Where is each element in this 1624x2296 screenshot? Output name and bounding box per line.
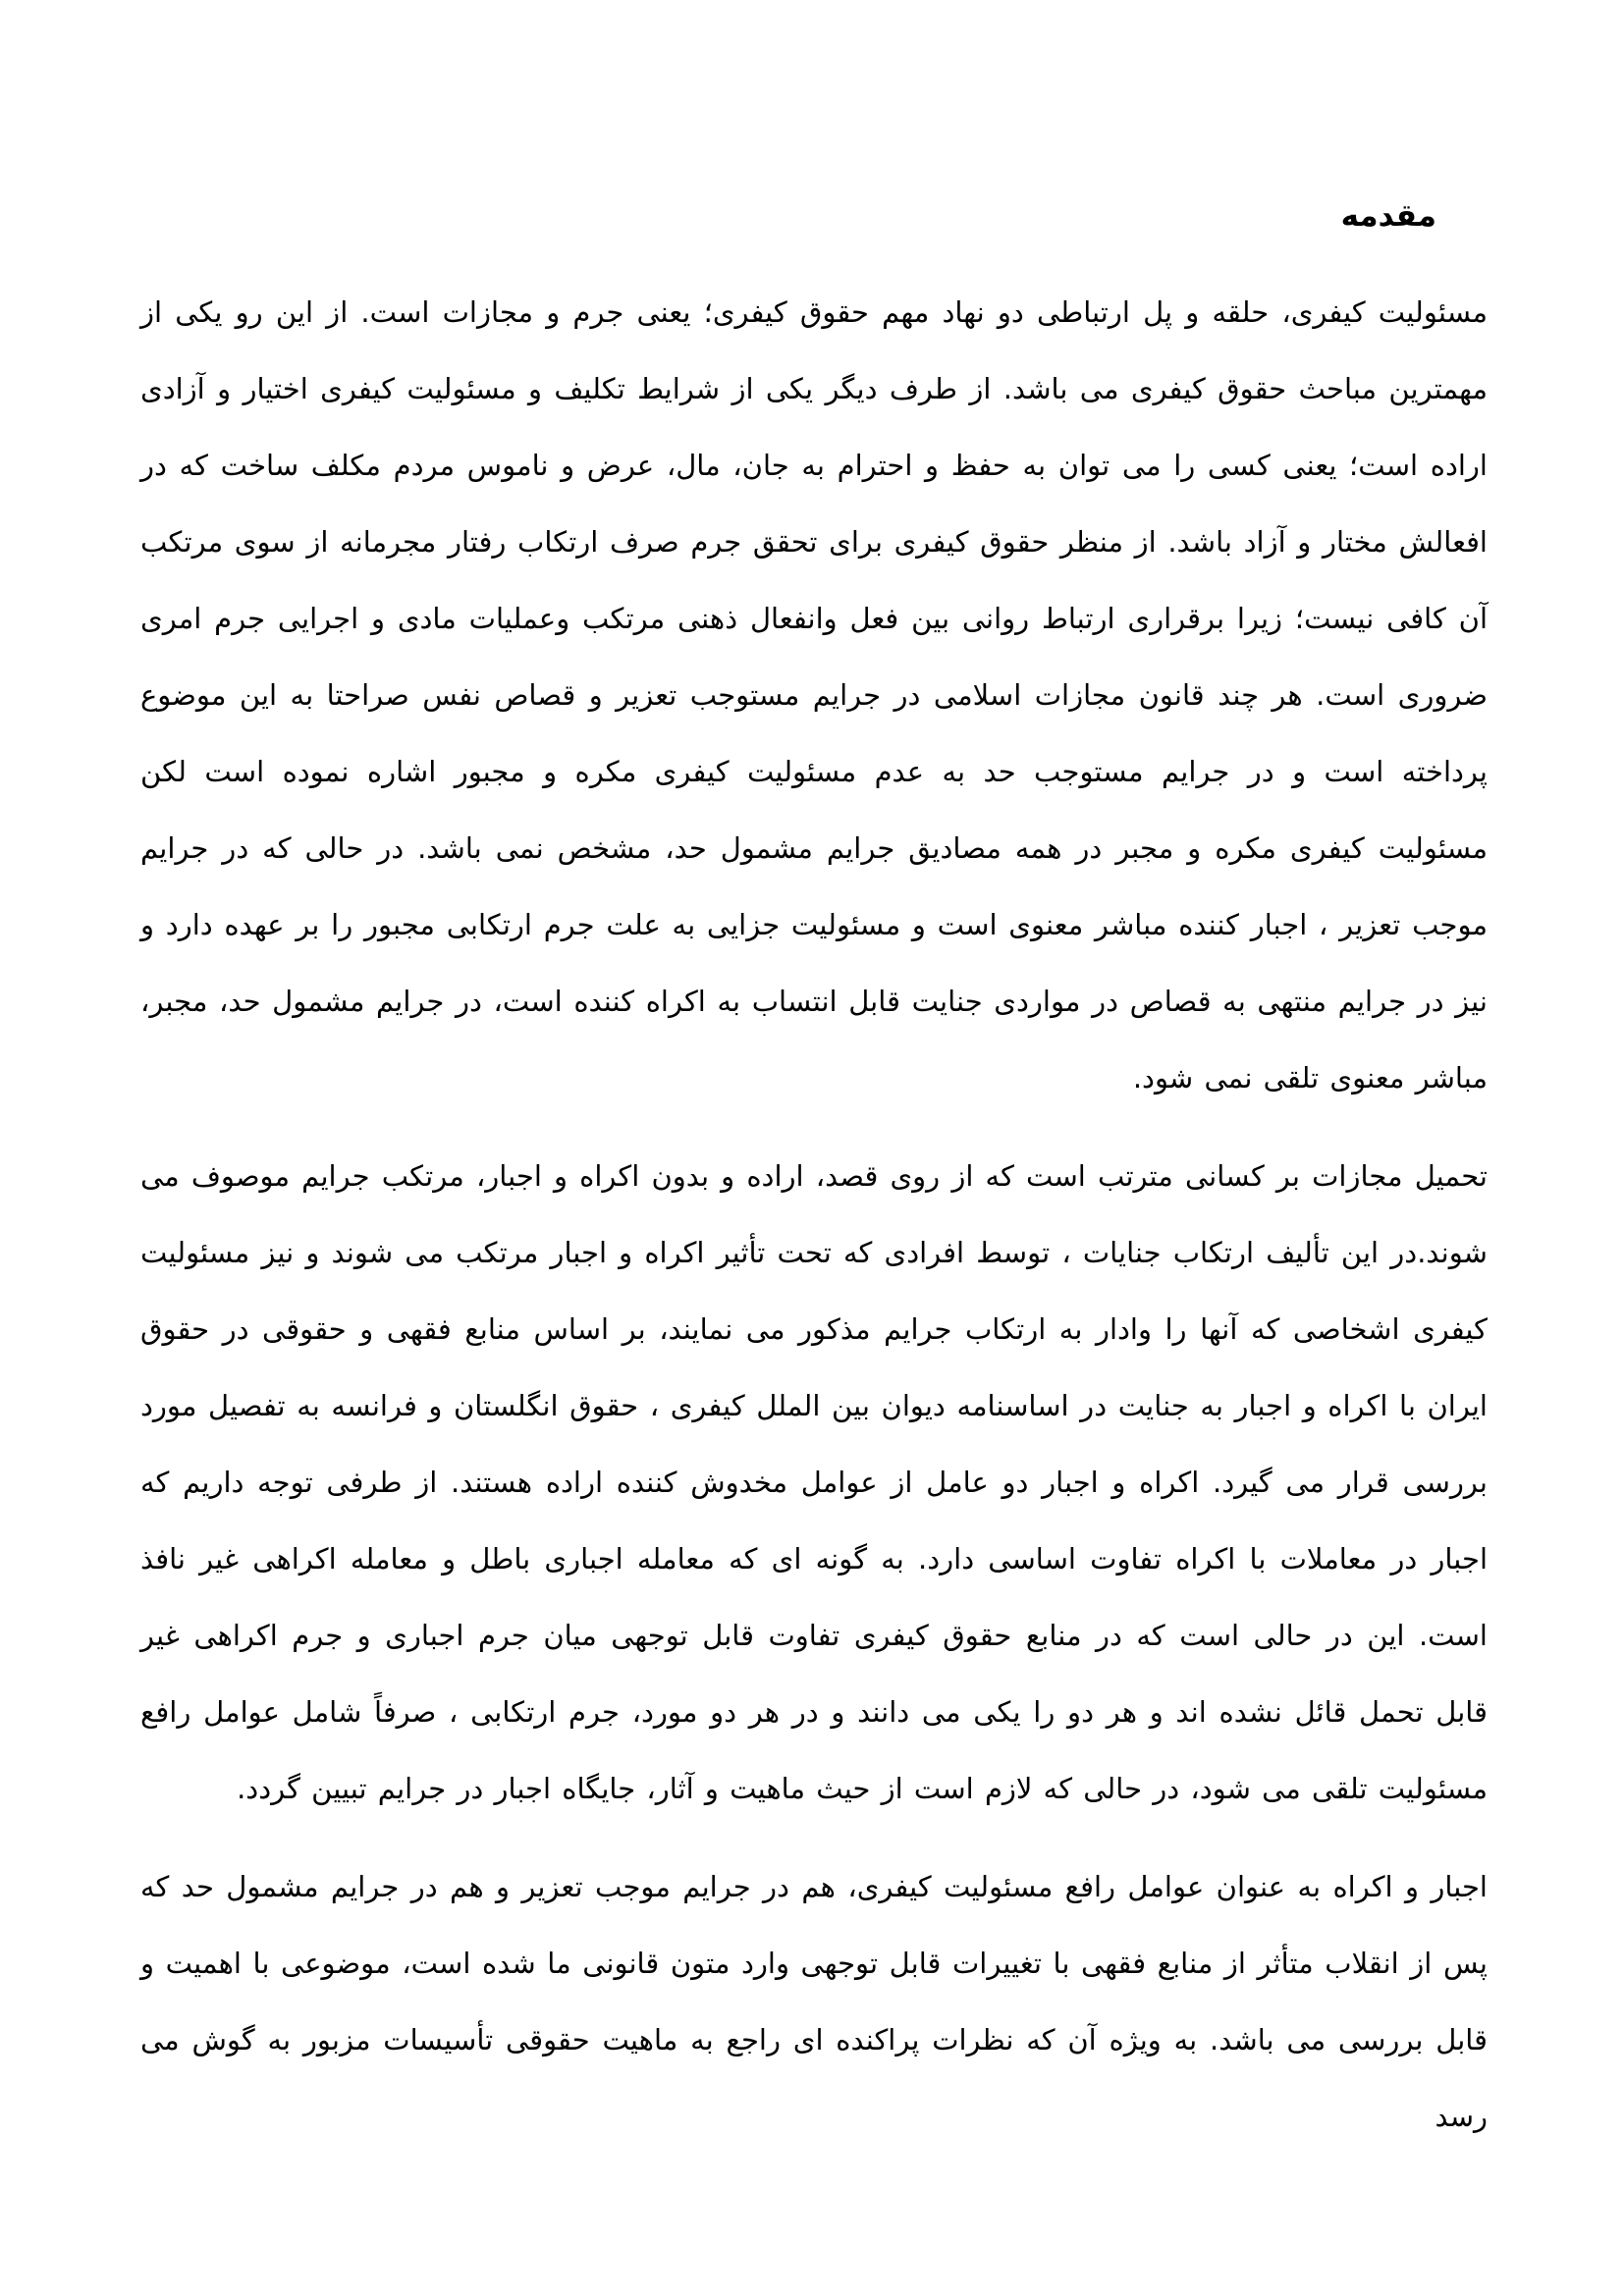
page-title: مقدمه: [1340, 198, 1436, 234]
paragraph-3: اجبار و اکراه به عنوان عوامل رافع مسئولیت کیفری، هم در جرایم موجب تعزیر و هم در جرایم مشمول حد که پس از انقلاب متأثر از منابع فقهی با تغییرات قابل توجهی وارد متون قانونی ما شده است، موضوعی با اهمیت و قابل بررسی می باشد. به ویژه آن که نظرات پراکنده ای راجع به ماهیت حقوقی تأسیسات مزبور به گوش می رسد: [140, 1870, 1488, 2133]
paragraph-2: تحمیل مجازات بر کسانی مترتب است که از روی قصد، اراده و بدون اکراه و اجبار، مرتکب جرایم موصوف می شوند.در این تألیف ارتکاب جنایات ، توسط افرادی که تحت تأثیر اکراه و اجبار مرتکب می شوند و نیز مسئولیت کیفری اشخاصی که آنها را وادار به ارتکاب جرایم مذکور می نمایند، بر اساس منابع فقهی و حقوقی در حقوق ایران با اکراه و اجبار به جنایت در اساسنامه دیوان بین الملل کیفری ، حقوق انگلستان و فرانسه به تفصیل مورد بررسی قرار می گیرد. اکراه و اجبار دو عامل از عوامل مخدوش کننده اراده هستند. از طرفی توجه داریم که اجبار در معاملات با اکراه تفاوت اساسی دارد. به گونه ای که معامله اجباری باطل و معامله اکراهی غیر نافذ است. این در حالی است که در منابع حقوق کیفری تفاوت قابل توجهی میان جرم اجباری و جرم اکراهی غیر قابل تحمل قائل نشده اند و هر دو را یکی می دانند و در هر دو مورد، جرم ارتکابی ، صرفاً شامل عوامل رافع مسئولیت تلقی می شود، در حالی که لازم است از حیث ماهیت و آثار، جایگاه اجبار در جرایم تبیین گردد.: [140, 1159, 1488, 1805]
paragraph-1: مسئولیت کیفری، حلقه و پل ارتباطی دو نهاد مهم حقوق کیفری؛ یعنی جرم و مجازات است. از این رو یکی از مهمترین مباحث حقوق کیفری می باشد. از طرف دیگر یکی از شرایط تکلیف و مسئولیت کیفری اختیار و آزادی اراده است؛ یعنی کسی را می توان به حفظ و احترام به جان، مال، عرض و ناموس مردم مکلف ساخت که در افعالش مختار و آزاد باشد. از منظر حقوق کیفری برای تحقق جرم صرف ارتکاب رفتار مجرمانه از سوی مرتکب آن کافی نیست؛ زیرا برقراری ارتباط روانی بین فعل وانفعال ذهنی مرتکب وعملیات مادی و اجرایی جرم امری ضروری است. هر چند قانون مجازات اسلامی در جرایم مستوجب تعزیر و قصاص نفس صراحتا به این موضوع پرداخته است و در جرایم مستوجب حد به عدم مسئولیت کیفری مکره و مجبور اشاره نموده است لکن مسئولیت کیفری مکره و مجبر در همه مصادیق جرایم مشمول حد، مشخص نمی باشد. در حالی که در جرایم موجب تعزیر ، اجبار کننده مباشر معنوی است و مسئولیت جزایی به علت جرم ارتکابی مجبور را بر عهده دارد و نیز در جرایم منتهی به قصاص در مواردی جنایت قابل انتساب به اکراه کننده است، در جرایم مشمول حد، مجبر، مباشر معنوی تلقی نمی شود.: [140, 295, 1488, 1095]
document-content: [140, 192, 1488, 2176]
